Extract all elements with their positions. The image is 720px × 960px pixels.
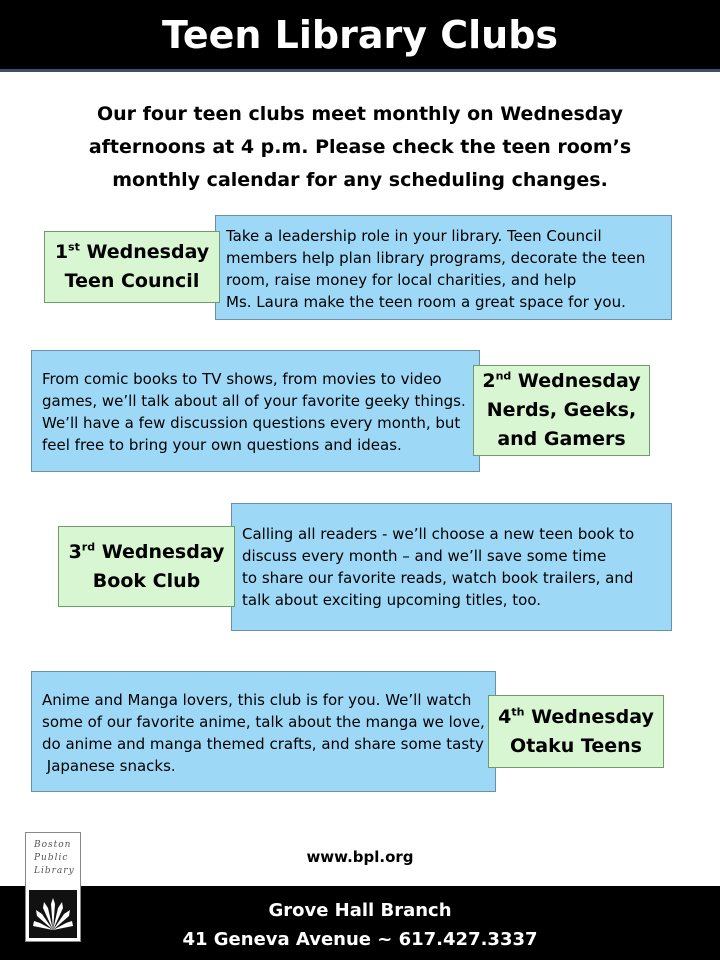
website-link[interactable]: www.bpl.org bbox=[306, 848, 414, 866]
club-description: From comic books to TV shows, from movies to video games, we’ll talk about all of your favorite geeky things. We’ll have a few discussion questions every month, but feel free to bring your own questions and ideas. bbox=[31, 350, 480, 472]
footer-banner bbox=[0, 886, 720, 960]
club-label: 1st Wednesday Teen Council bbox=[44, 231, 220, 303]
club-label: 4th Wednesday Otaku Teens bbox=[488, 695, 664, 768]
page-title: Teen Library Clubs bbox=[161, 12, 559, 57]
bpl-logo-icon: Boston Public Library bbox=[25, 832, 81, 942]
club-description: Calling all readers - we’ll choose a new teen book to discuss every month – and we’ll save some time to share our favorite reads, watch book trailers, and talk about exciting upcoming titles, too. bbox=[231, 503, 672, 631]
branch-address: 41 Geneva Avenue ~ 617.427.3337 bbox=[182, 929, 538, 950]
club-description: Take a leadership role in your library. Teen Council members help plan library programs, decorate the teen room, raise money for local charities, and help Ms. Laura make the teen room a great space for you. bbox=[215, 215, 672, 320]
branch-name: Grove Hall Branch bbox=[268, 900, 452, 921]
club-label: 2nd Wednesday Nerds, Geeks, and Gamers bbox=[473, 365, 650, 456]
header-banner bbox=[0, 0, 720, 72]
club-description: Anime and Manga lovers, this club is for you. We’ll watch some of our favorite anime, talk about the manga we love, do anime and manga themed crafts, and share some tasty Japanese snacks. bbox=[31, 671, 496, 792]
club-label: 3rd Wednesday Book Club bbox=[58, 526, 235, 607]
leaf-emblem-icon bbox=[29, 890, 77, 938]
intro-text: Our four teen clubs meet monthly on Wednesday afternoons at 4 p.m. Please check the teen room’s monthly calendar for any scheduling changes. bbox=[88, 103, 632, 191]
